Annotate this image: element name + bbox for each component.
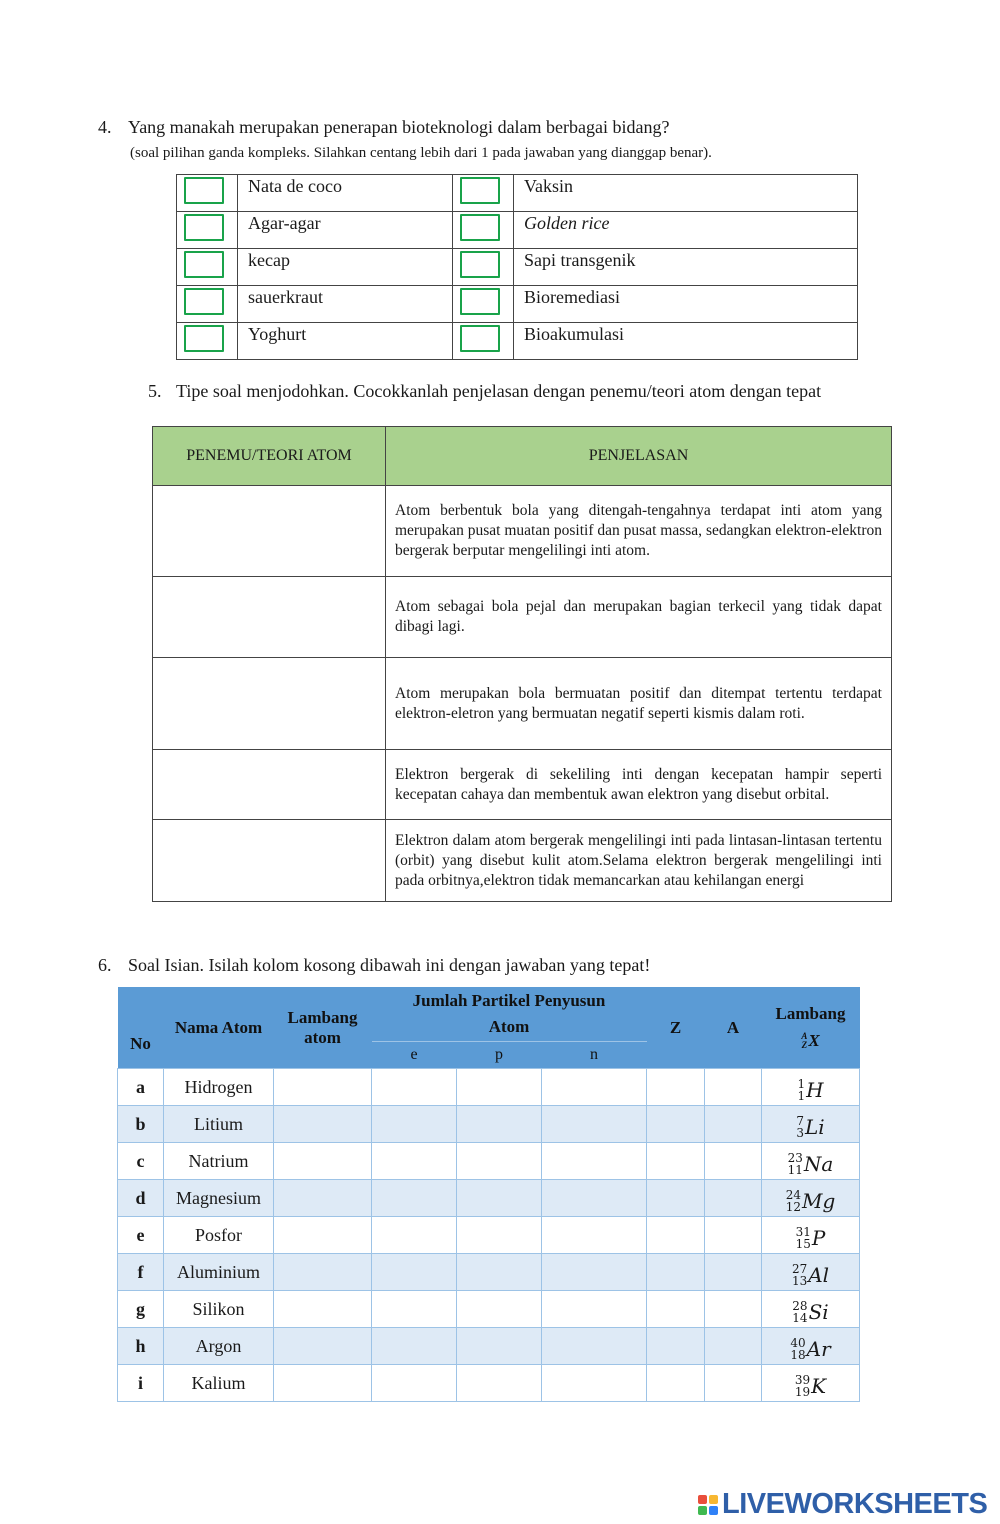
answer-drop-zone[interactable] (153, 820, 386, 902)
checkbox-left[interactable] (184, 251, 224, 278)
isotope-symbol: 1 1 H (797, 1077, 824, 1103)
isotope-notation (762, 1106, 860, 1143)
isotope-symbol: 24 12 Mg (785, 1188, 836, 1214)
description-cell: Atom berbentuk bola yang ditengah-tengahnya terdapat inti atom yang merupakan pusat muatan positif dan pusat massa, sedangkan elektron-elektron bergerak berputar mengelilingi inti atom. (386, 486, 892, 577)
input-n[interactable] (542, 1180, 647, 1217)
header-lambang-atom: Lambang atom (274, 987, 372, 1069)
isotope-notation (762, 1365, 860, 1402)
input-lambang-atom[interactable] (274, 1291, 372, 1328)
input-e[interactable] (372, 1328, 457, 1365)
table-row (118, 1106, 860, 1143)
input-e[interactable] (372, 1106, 457, 1143)
option-label: Golden rice (514, 212, 858, 249)
input-lambang-atom[interactable] (274, 1365, 372, 1402)
input-z[interactable] (647, 1254, 705, 1291)
input-a[interactable] (705, 1328, 762, 1365)
header-e: e (372, 1042, 457, 1069)
header-no: No (118, 987, 164, 1069)
checkbox-right[interactable] (460, 325, 500, 352)
description-cell: Elektron dalam atom bergerak mengelilingi inti pada lintasan-lintasan tertentu (orbit) yang disebut kulit atom.Selama elektron bergerak mengelilingi inti pada orbitnya,elektron tidak memancarkan atau kehilangan energi (386, 820, 892, 902)
checkbox-right[interactable] (460, 288, 500, 315)
option-label: Yoghurt (238, 323, 453, 360)
option-label: Agar-agar (238, 212, 453, 249)
input-a[interactable] (705, 1217, 762, 1254)
q4-row (177, 175, 858, 212)
atom-name: Magnesium (164, 1180, 274, 1217)
table-row (118, 1143, 860, 1180)
input-z[interactable] (647, 1069, 705, 1106)
input-n[interactable] (542, 1365, 647, 1402)
checkbox-left[interactable] (184, 288, 224, 315)
answer-drop-zone[interactable] (153, 750, 386, 820)
isotope-notation (762, 1254, 860, 1291)
option-label: Bioremediasi (514, 286, 858, 323)
isotope-notation (762, 1291, 860, 1328)
checkbox-right[interactable] (460, 214, 500, 241)
header-nama-atom: Nama Atom (164, 987, 274, 1069)
input-e[interactable] (372, 1069, 457, 1106)
q4-cell (453, 175, 514, 212)
input-p[interactable] (457, 1143, 542, 1180)
input-z[interactable] (647, 1328, 705, 1365)
table-row (118, 1291, 860, 1328)
q4-cell (177, 286, 238, 323)
input-z[interactable] (647, 1365, 705, 1402)
logo-square (698, 1506, 707, 1515)
logo-icon (698, 1495, 718, 1515)
q4-cell (453, 249, 514, 286)
matching-row (153, 820, 892, 902)
input-z[interactable] (647, 1143, 705, 1180)
isotope-notation (762, 1143, 860, 1180)
row-letter: i (118, 1365, 164, 1402)
q4-options-table (176, 174, 858, 360)
lambang-notation: A Z X (801, 1031, 820, 1050)
input-lambang-atom[interactable] (274, 1180, 372, 1217)
row-letter: h (118, 1328, 164, 1365)
atom-name: Aluminium (164, 1254, 274, 1291)
row-letter: e (118, 1217, 164, 1254)
input-e[interactable] (372, 1180, 457, 1217)
input-p[interactable] (457, 1069, 542, 1106)
option-label: Vaksin (514, 175, 858, 212)
input-e[interactable] (372, 1254, 457, 1291)
row-letter: b (118, 1106, 164, 1143)
header-p: p (457, 1042, 542, 1069)
input-z[interactable] (647, 1106, 705, 1143)
fill-in-table (117, 987, 860, 1402)
isotope-notation (762, 1069, 860, 1106)
q4-cell (453, 323, 514, 360)
header-jumlah-partikel: Jumlah Partikel Penyusun Atom (372, 987, 647, 1042)
input-lambang-atom[interactable] (274, 1254, 372, 1291)
description-cell: Atom merupakan bola bermuatan positif dan ditempat tertentu terdapat elektron-eletron yang bermuatan negatif seperti kismis dalam roti. (386, 658, 892, 750)
table-row (118, 1328, 860, 1365)
matching-table (152, 426, 892, 902)
isotope-symbol: 31 15 P (795, 1225, 826, 1251)
input-p[interactable] (457, 1328, 542, 1365)
q4-row (177, 212, 858, 249)
isotope-notation (762, 1180, 860, 1217)
header-penemu: PENEMU/TEORI ATOM (153, 427, 386, 486)
option-label: Nata de coco (238, 175, 453, 212)
header-a: A (705, 987, 762, 1069)
q4-cell (453, 286, 514, 323)
input-lambang-atom[interactable] (274, 1106, 372, 1143)
answer-drop-zone[interactable] (153, 486, 386, 577)
input-n[interactable] (542, 1106, 647, 1143)
input-e[interactable] (372, 1143, 457, 1180)
input-e[interactable] (372, 1217, 457, 1254)
matching-row (153, 750, 892, 820)
q4-row (177, 323, 858, 360)
checkbox-left[interactable] (184, 177, 224, 204)
q4-row (177, 249, 858, 286)
answer-drop-zone[interactable] (153, 658, 386, 750)
option-label: Sapi transgenik (514, 249, 858, 286)
input-z[interactable] (647, 1217, 705, 1254)
input-a[interactable] (705, 1365, 762, 1402)
logo-square (709, 1506, 718, 1515)
option-label: Bioakumulasi (514, 323, 858, 360)
input-n[interactable] (542, 1217, 647, 1254)
atom-name: Natrium (164, 1143, 274, 1180)
logo-square (709, 1495, 718, 1504)
option-label: kecap (238, 249, 453, 286)
q4-cell (177, 323, 238, 360)
input-p[interactable] (457, 1254, 542, 1291)
input-p[interactable] (457, 1217, 542, 1254)
header-z: Z (647, 987, 705, 1069)
checkbox-left[interactable] (184, 214, 224, 241)
header-lambang: Lambang A Z X (762, 987, 860, 1069)
row-letter: g (118, 1291, 164, 1328)
input-a[interactable] (705, 1254, 762, 1291)
logo-square (698, 1495, 707, 1504)
table-row (118, 1180, 860, 1217)
atom-name: Silikon (164, 1291, 274, 1328)
isotope-symbol: 28 14 Si (792, 1299, 829, 1325)
table-row (118, 1217, 860, 1254)
input-p[interactable] (457, 1180, 542, 1217)
q4-row (177, 286, 858, 323)
question-4-instruction: (soal pilihan ganda kompleks. Silahkan centang lebih dari 1 pada jawaban yang dianggap benar). (130, 145, 712, 161)
input-n[interactable] (542, 1291, 647, 1328)
checkbox-right[interactable] (460, 177, 500, 204)
input-lambang-atom[interactable] (274, 1069, 372, 1106)
question-4-title: 4. Yang manakah merupakan penerapan bioteknologi dalam berbagai bidang? (98, 117, 670, 137)
row-letter: a (118, 1069, 164, 1106)
row-letter: c (118, 1143, 164, 1180)
table-row (118, 1365, 860, 1402)
answer-drop-zone[interactable] (153, 577, 386, 658)
isotope-notation (762, 1328, 860, 1365)
atom-name: Argon (164, 1328, 274, 1365)
input-n[interactable] (542, 1069, 647, 1106)
header-n: n (542, 1042, 647, 1069)
input-a[interactable] (705, 1106, 762, 1143)
input-n[interactable] (542, 1254, 647, 1291)
input-n[interactable] (542, 1143, 647, 1180)
input-a[interactable] (705, 1180, 762, 1217)
row-letter: d (118, 1180, 164, 1217)
matching-row (153, 486, 892, 577)
table-row (118, 1069, 860, 1106)
input-p[interactable] (457, 1291, 542, 1328)
input-e[interactable] (372, 1291, 457, 1328)
isotope-symbol: 39 19 K (794, 1373, 827, 1399)
checkbox-right[interactable] (460, 251, 500, 278)
atom-name: Litium (164, 1106, 274, 1143)
input-p[interactable] (457, 1365, 542, 1402)
input-a[interactable] (705, 1143, 762, 1180)
option-label: sauerkraut (238, 286, 453, 323)
isotope-symbol: 7 3 Li (796, 1114, 825, 1140)
q4-cell (177, 212, 238, 249)
input-z[interactable] (647, 1291, 705, 1328)
liveworksheets-logo: LIVEWORKSHEETS (698, 1488, 987, 1521)
table-row (118, 1254, 860, 1291)
matching-row (153, 577, 892, 658)
question-6-title: 6. Soal Isian. Isilah kolom kosong dibawah ini dengan jawaban yang tepat! (98, 955, 651, 975)
description-cell: Elektron bergerak di sekeliling inti dengan kecepatan hampir seperti kecepatan cahaya dan membentuk awan elektron yang disebut orbital. (386, 750, 892, 820)
input-n[interactable] (542, 1328, 647, 1365)
input-p[interactable] (457, 1106, 542, 1143)
q4-cell (177, 249, 238, 286)
atom-name: Hidrogen (164, 1069, 274, 1106)
input-e[interactable] (372, 1365, 457, 1402)
atom-name: Kalium (164, 1365, 274, 1402)
isotope-symbol: 27 13 Al (791, 1262, 830, 1288)
header-penjelasan: PENJELASAN (386, 427, 892, 486)
input-lambang-atom[interactable] (274, 1143, 372, 1180)
description-cell: Atom sebagai bola pejal dan merupakan bagian terkecil yang tidak dapat dibagi lagi. (386, 577, 892, 658)
matching-row (153, 658, 892, 750)
question-5-title: 5. Tipe soal menjodohkan. Cocokkanlah penjelasan dengan penemu/teori atom dengan tepat (148, 381, 822, 401)
input-a[interactable] (705, 1291, 762, 1328)
checkbox-left[interactable] (184, 325, 224, 352)
row-letter: f (118, 1254, 164, 1291)
input-lambang-atom[interactable] (274, 1328, 372, 1365)
atom-name: Posfor (164, 1217, 274, 1254)
q4-cell (177, 175, 238, 212)
isotope-notation (762, 1217, 860, 1254)
input-a[interactable] (705, 1069, 762, 1106)
input-z[interactable] (647, 1180, 705, 1217)
q4-cell (453, 212, 514, 249)
isotope-symbol: 40 18 Ar (790, 1336, 831, 1362)
isotope-symbol: 23 11 Na (787, 1151, 834, 1177)
input-lambang-atom[interactable] (274, 1217, 372, 1254)
